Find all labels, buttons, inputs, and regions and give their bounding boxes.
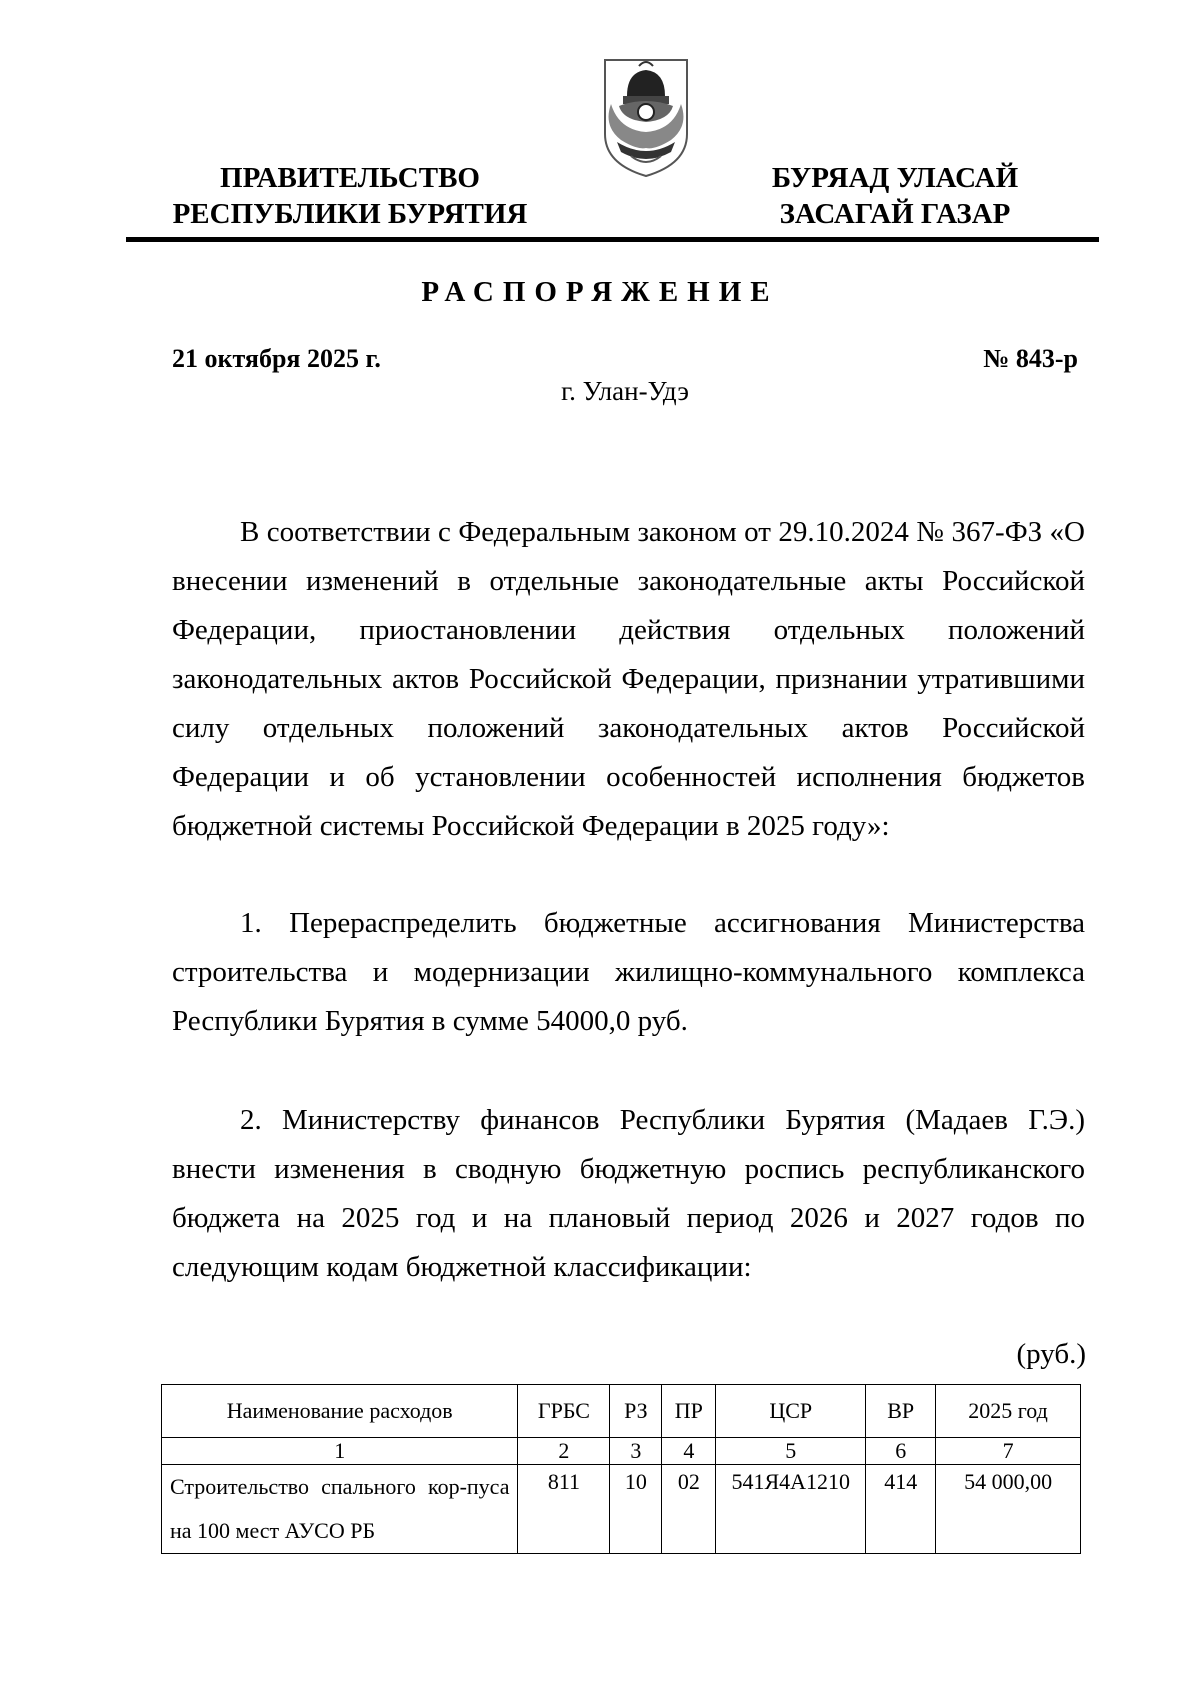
header-left-line1: ПРАВИТЕЛЬСТВО [220,162,480,194]
table-header-cell: ВР [866,1385,936,1438]
header-divider [126,237,1099,242]
header-right [740,160,1050,232]
table-cell-grbs: 811 [518,1465,610,1554]
table-column-number-row [162,1438,1081,1465]
table-header-cell: 2025 год [936,1385,1081,1438]
table-cell-pr: 02 [662,1465,716,1554]
table-cell-csr: 541Я4А1210 [716,1465,866,1554]
table-header-cell: Наименование расходов [162,1385,518,1438]
table-cell-amount-2025: 54 000,00 [936,1465,1081,1554]
preamble-paragraph: В соответствии с Федеральным законом от 29.10.2024 № 367-ФЗ «О внесении изменений в отдельные законодательные акты Российской Федерации, приостановлении действия отдельных положений законодательных актов Российской Федерации, признании утратившими силу отдельных положений законодательных актов Российской Федерации и об установлении особенностей исполнения бюджетов бюджетной системы Российской Федерации в 2025 году»: [172,516,1085,842]
column-number-cell: 7 [936,1438,1081,1465]
table-cell-expense-name: Строительство спального кор-пуса на 100 мест АУСО РБ [162,1465,518,1554]
item-1-paragraph: 1. Перераспределить бюджетные ассигнования Министерства строительства и модернизации жилищно-коммунального комплекса Республики Бурятия в сумме 54000,0 руб. [172,907,1085,1037]
table-header-cell: ПР [662,1385,716,1438]
table-cell-rz: 10 [610,1465,662,1554]
coat-of-arms-icon [597,56,695,180]
column-number-cell: 6 [866,1438,936,1465]
document-title: РАСПОРЯЖЕНИЕ [421,276,779,308]
header-left [150,160,550,232]
header-right-line1: БУРЯАД УЛАСАЙ [771,162,1019,194]
table-header-cell: РЗ [610,1385,662,1438]
column-number-cell: 2 [518,1438,610,1465]
column-number-cell: 4 [662,1438,716,1465]
document-number: № 843-р [983,344,1078,373]
document-city: г. Улан-Удэ [561,376,689,406]
item-2-paragraph: 2. Министерству финансов Республики Бурятия (Мадаев Г.Э.) внести изменения в сводную бюджетную роспись республиканского бюджета на 2025 год и на плановый период 2026 и 2027 годов по следующим кодам бюджетной классификации: [172,1104,1085,1283]
budget-table [161,1384,1081,1554]
table-header-row [162,1385,1081,1438]
table-header-cell: ГРБС [518,1385,610,1438]
column-number-cell: 3 [610,1438,662,1465]
table-header-cell: ЦСР [716,1385,866,1438]
table-cell-vr: 414 [866,1465,936,1554]
document-date: 21 октября 2025 г. [172,344,381,373]
table-row [162,1465,1081,1554]
column-number-cell: 1 [162,1438,518,1465]
column-number-cell: 5 [716,1438,866,1465]
header-left-line2: РЕСПУБЛИКИ БУРЯТИЯ [172,198,528,230]
header-right-line2: ЗАСАГАЙ ГАЗАР [779,198,1011,230]
currency-unit: (руб.) [1016,1338,1086,1370]
